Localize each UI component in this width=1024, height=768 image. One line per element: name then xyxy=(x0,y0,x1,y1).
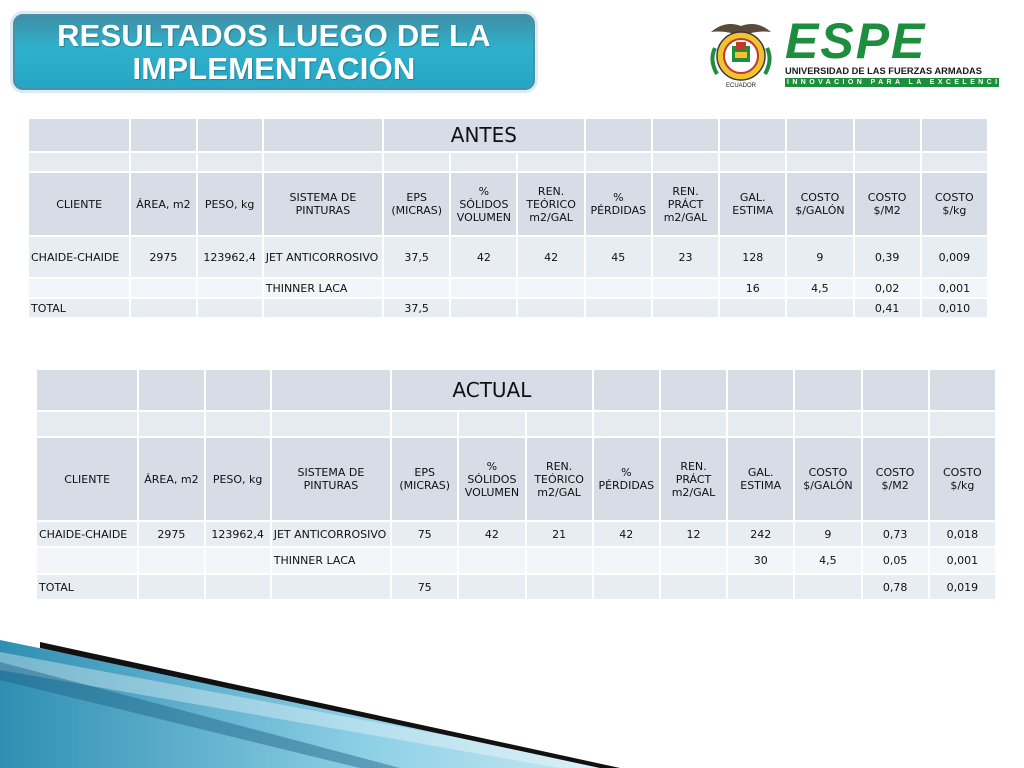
col-costo-kg-line-1: COSTO xyxy=(935,191,974,204)
col-perdidas-line-2: PÉRDIDAS xyxy=(598,479,655,492)
col-gal-line-2: ESTIMA xyxy=(732,204,774,217)
col-peso: PESO, kg xyxy=(204,197,255,211)
antes-table xyxy=(27,117,989,319)
cell-solidos: 42 xyxy=(450,236,517,278)
cell-peso xyxy=(205,574,271,600)
col-cliente: CLIENTE xyxy=(64,472,111,486)
cell-perdidas xyxy=(593,547,660,574)
col-ren-practico-line-1: REN. PRÁCT xyxy=(667,184,704,211)
cell-peso xyxy=(197,278,263,298)
col-perdidas-line-1: % xyxy=(621,466,632,479)
col-sistema-line-2: PINTURAS xyxy=(303,479,359,492)
cell-ren-teorico xyxy=(517,278,584,298)
col-ren-teorico-line-2: TEÓRICO xyxy=(534,472,584,486)
col-solidos-line-1: % SÓLIDOS xyxy=(459,184,509,211)
cell-costo-kg: 0,010 xyxy=(921,298,988,318)
cell-costo-kg: 0,001 xyxy=(921,278,988,298)
cell-cliente xyxy=(28,278,130,298)
cell-area xyxy=(130,278,196,298)
antes-label: ANTES xyxy=(383,118,585,152)
cell-costo-m2: 0,73 xyxy=(862,521,929,547)
cell-ren-practico: 12 xyxy=(660,521,727,547)
actual-rows xyxy=(36,521,996,600)
cell-costo-m2: 0,02 xyxy=(854,278,921,298)
table-row xyxy=(36,547,996,574)
cell-ren-teorico: 21 xyxy=(526,521,593,547)
slide-title-line-2: IMPLEMENTACIÓN xyxy=(132,51,416,86)
col-costo-galon-line-1: COSTO xyxy=(808,466,848,479)
cell-eps xyxy=(383,278,450,298)
col-costo-m2-line-2: $/M2 xyxy=(873,204,901,217)
table-row xyxy=(28,298,988,318)
espe-logo xyxy=(705,13,1009,90)
col-eps-line-2: (MICRAS) xyxy=(399,479,451,492)
col-solidos-line-2: VOLUMEN xyxy=(464,485,520,499)
table-row xyxy=(36,574,996,600)
university-motto: INNOVACIÓN PARA LA EXCELENCIA xyxy=(787,79,1009,86)
col-costo-m2-line-1: COSTO xyxy=(875,466,915,479)
cell-cliente: TOTAL xyxy=(28,298,130,318)
cell-sistema: THINNER LACA xyxy=(271,547,391,574)
cell-ren-practico xyxy=(660,574,727,600)
cell-costo-galon: 4,5 xyxy=(786,278,853,298)
cell-costo-m2: 0,39 xyxy=(854,236,921,278)
cell-sistema xyxy=(263,298,383,318)
cell-sistema: JET ANTICORROSIVO xyxy=(263,236,383,278)
col-sistema-line-1: SISTEMA DE xyxy=(297,466,365,479)
cell-perdidas: 42 xyxy=(593,521,660,547)
col-ren-teorico-line-3: m2/GAL xyxy=(537,485,581,499)
col-solidos-line-1: % SÓLIDOS xyxy=(467,459,517,486)
slide-title-line-1: RESULTADOS LUEGO DE LA xyxy=(57,18,491,53)
cell-solidos xyxy=(450,278,517,298)
cell-area xyxy=(130,298,196,318)
col-costo-kg-line-1: COSTO xyxy=(943,466,982,479)
column-header-row xyxy=(36,437,996,521)
cell-gal-estima: 30 xyxy=(727,547,794,574)
cell-costo-kg: 0,018 xyxy=(929,521,996,547)
cell-cliente: CHAIDE-CHAIDE xyxy=(36,521,138,547)
col-perdidas-line-2: PÉRDIDAS xyxy=(590,204,647,217)
decorative-swoosh xyxy=(0,640,620,768)
cell-gal-estima: 128 xyxy=(719,236,786,278)
cell-solidos xyxy=(450,298,517,318)
cell-sistema xyxy=(271,574,391,600)
cell-ren-teorico: 42 xyxy=(517,236,584,278)
col-ren-practico-line-2: m2/GAL xyxy=(663,210,708,224)
cell-cliente: CHAIDE-CHAIDE xyxy=(28,236,130,278)
actual-label: ACTUAL xyxy=(391,369,593,411)
cell-costo-galon: 4,5 xyxy=(794,547,861,574)
col-eps-line-1: EPS xyxy=(406,191,427,204)
cell-eps: 75 xyxy=(391,574,458,600)
col-eps-line-2: (MICRAS) xyxy=(391,204,443,217)
cell-peso: 123962,4 xyxy=(197,236,263,278)
cell-ren-teorico xyxy=(526,547,593,574)
cell-gal-estima: 16 xyxy=(719,278,786,298)
table-title-row xyxy=(28,118,988,152)
col-ren-practico-line-2: m2/GAL xyxy=(671,485,716,499)
cell-costo-galon xyxy=(786,298,853,318)
actual-table xyxy=(35,368,997,601)
table-row xyxy=(36,521,996,547)
col-gal-line-1: GAL. xyxy=(739,191,766,204)
col-eps-line-1: EPS xyxy=(414,466,435,479)
col-solidos-line-2: VOLUMEN xyxy=(456,210,512,224)
col-costo-galon-line-2: $/GALÓN xyxy=(795,204,845,217)
col-costo-m2-line-2: $/M2 xyxy=(881,479,909,492)
cell-area xyxy=(138,574,204,600)
cell-ren-teorico xyxy=(526,574,593,600)
cell-costo-galon xyxy=(794,574,861,600)
cell-area xyxy=(138,547,204,574)
cell-perdidas xyxy=(585,278,652,298)
col-gal-line-1: GAL. xyxy=(747,466,774,479)
university-name: UNIVERSIDAD DE LAS FUERZAS ARMADAS xyxy=(785,66,982,76)
cell-ren-practico: 23 xyxy=(652,236,719,278)
col-costo-galon-line-2: $/GALÓN xyxy=(803,479,853,492)
col-peso: PESO, kg xyxy=(212,472,263,486)
col-costo-kg-line-2: $/kg xyxy=(942,204,967,217)
cell-costo-kg: 0,001 xyxy=(929,547,996,574)
seal-text: ECUADOR xyxy=(725,83,757,89)
table-blank-row xyxy=(28,152,988,172)
cell-perdidas xyxy=(593,574,660,600)
table-title-row xyxy=(36,369,996,411)
university-seal-icon xyxy=(705,18,777,90)
cell-gal-estima: 242 xyxy=(727,521,794,547)
cell-sistema: JET ANTICORROSIVO xyxy=(271,521,391,547)
cell-cliente xyxy=(36,547,138,574)
cell-ren-practico xyxy=(660,547,727,574)
cell-solidos xyxy=(458,547,525,574)
cell-eps xyxy=(391,547,458,574)
espe-wordmark: ESPE xyxy=(785,13,927,69)
col-perdidas-line-1: % xyxy=(613,191,624,204)
cell-ren-practico xyxy=(652,298,719,318)
table-row xyxy=(28,278,988,298)
table-blank-row xyxy=(36,411,996,437)
cell-area: 2975 xyxy=(130,236,196,278)
antes-rows xyxy=(28,236,988,318)
cell-sistema: THINNER LACA xyxy=(263,278,383,298)
col-cliente: CLIENTE xyxy=(56,197,103,211)
cell-ren-teorico xyxy=(517,298,584,318)
col-ren-teorico-line-3: m2/GAL xyxy=(529,210,573,224)
cell-perdidas xyxy=(585,298,652,318)
cell-perdidas: 45 xyxy=(585,236,652,278)
col-ren-practico-line-1: REN. PRÁCT xyxy=(675,459,712,486)
cell-costo-kg: 0,009 xyxy=(921,236,988,278)
cell-gal-estima xyxy=(727,574,794,600)
col-sistema-line-2: PINTURAS xyxy=(295,204,351,217)
cell-eps: 75 xyxy=(391,521,458,547)
cell-gal-estima xyxy=(719,298,786,318)
cell-area: 2975 xyxy=(138,521,204,547)
col-sistema-line-1: SISTEMA DE xyxy=(289,191,357,204)
col-ren-teorico-line-1: REN. xyxy=(545,459,573,473)
cell-eps: 37,5 xyxy=(383,298,450,318)
cell-peso: 123962,4 xyxy=(205,521,271,547)
slide-title xyxy=(13,14,535,90)
col-area: ÁREA, m2 xyxy=(144,472,199,486)
cell-peso xyxy=(197,298,263,318)
cell-costo-galon: 9 xyxy=(794,521,861,547)
col-costo-galon-line-1: COSTO xyxy=(800,191,840,204)
col-ren-teorico-line-1: REN. xyxy=(537,184,565,198)
cell-ren-practico xyxy=(652,278,719,298)
cell-costo-m2: 0,41 xyxy=(854,298,921,318)
col-gal-line-2: ESTIMA xyxy=(740,479,782,492)
cell-cliente: TOTAL xyxy=(36,574,138,600)
col-costo-kg-line-2: $/kg xyxy=(950,479,975,492)
table-row xyxy=(28,236,988,278)
cell-costo-galon: 9 xyxy=(786,236,853,278)
column-header-row xyxy=(28,172,988,236)
cell-solidos xyxy=(458,574,525,600)
cell-costo-kg: 0,019 xyxy=(929,574,996,600)
cell-peso xyxy=(205,547,271,574)
cell-costo-m2: 0,78 xyxy=(862,574,929,600)
col-ren-teorico-line-2: TEÓRICO xyxy=(526,197,576,211)
cell-solidos: 42 xyxy=(458,521,525,547)
col-area: ÁREA, m2 xyxy=(136,197,191,211)
cell-eps: 37,5 xyxy=(383,236,450,278)
col-costo-m2-line-1: COSTO xyxy=(867,191,907,204)
cell-costo-m2: 0,05 xyxy=(862,547,929,574)
